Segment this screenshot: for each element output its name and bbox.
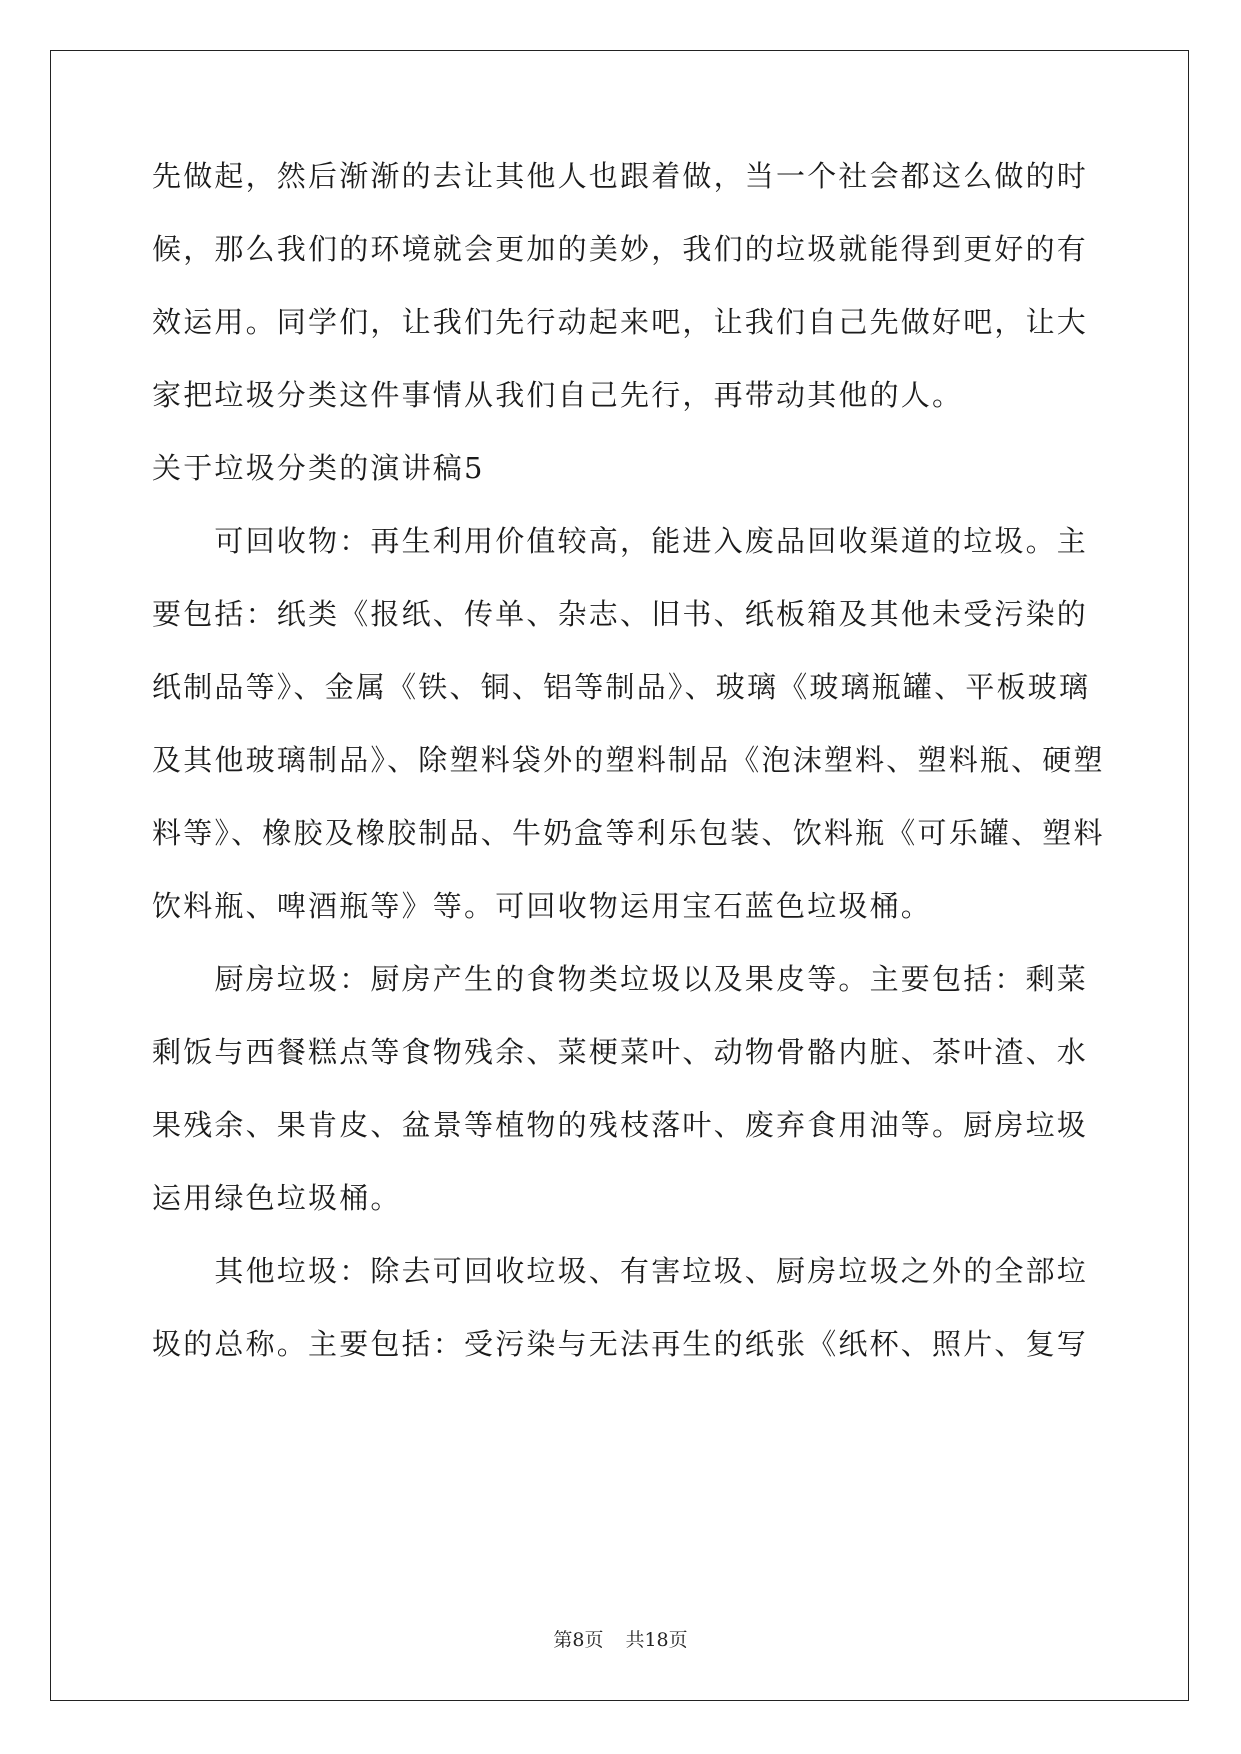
text-line: 厨房垃圾：厨房产生的食物类垃圾以及果皮等。主要包括：剩菜 bbox=[152, 962, 1089, 996]
text-line: 其他垃圾：除去可回收垃圾、有害垃圾、厨房垃圾之外的全部垃 bbox=[152, 1254, 1089, 1288]
page-total: 共18页 bbox=[625, 1629, 688, 1651]
page-number: 第8页 bbox=[553, 1629, 604, 1651]
text-line: 剩饭与西餐糕点等食物残余、菜梗菜叶、动物骨骼内脏、茶叶渣、水 bbox=[152, 1035, 1089, 1069]
text-line: 先做起，然后渐渐的去让其他人也跟着做，当一个社会都这么做的时 bbox=[152, 159, 1089, 193]
section-heading: 关于垃圾分类的演讲稿5 bbox=[152, 451, 485, 485]
text-line: 圾的总称。主要包括：受污染与无法再生的纸张《纸杯、照片、复写 bbox=[152, 1327, 1089, 1361]
text-line: 家把垃圾分类这件事情从我们自己先行，再带动其他的人。 bbox=[152, 378, 964, 412]
text-line: 候，那么我们的环境就会更加的美妙，我们的垃圾就能得到更好的有 bbox=[152, 232, 1089, 266]
text-line: 要包括：纸类《报纸、传单、杂志、旧书、纸板箱及其他未受污染的 bbox=[152, 597, 1089, 631]
page-border bbox=[50, 50, 1189, 1701]
text-line: 可回收物：再生利用价值较高，能进入废品回收渠道的垃圾。主 bbox=[152, 524, 1089, 558]
text-line: 料等》、橡胶及橡胶制品、牛奶盒等利乐包装、饮料瓶《可乐罐、塑料 bbox=[152, 816, 1105, 850]
text-line: 果残余、果肯皮、盆景等植物的残枝落叶、废弃食用油等。厨房垃圾 bbox=[152, 1108, 1089, 1142]
text-line: 饮料瓶、啤酒瓶等》等。可回收物运用宝石蓝色垃圾桶。 bbox=[152, 889, 933, 923]
text-line: 及其他玻璃制品》、除塑料袋外的塑料制品《泡沫塑料、塑料瓶、硬塑 bbox=[152, 743, 1105, 777]
text-line: 效运用。同学们，让我们先行动起来吧，让我们自己先做好吧，让大 bbox=[152, 305, 1089, 339]
text-line: 运用绿色垃圾桶。 bbox=[152, 1181, 402, 1215]
page-footer bbox=[0, 1628, 1241, 1652]
text-line: 纸制品等》、金属《铁、铜、铝等制品》、玻璃《玻璃瓶罐、平板玻璃 bbox=[152, 670, 1091, 704]
